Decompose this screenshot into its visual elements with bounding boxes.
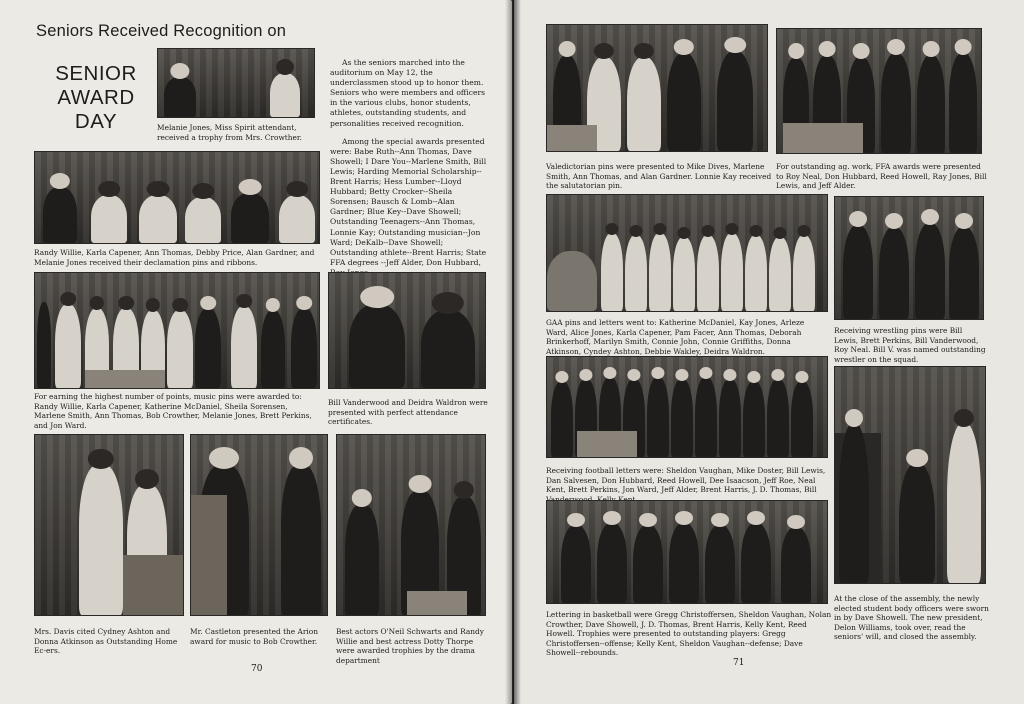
photo-football <box>546 356 828 458</box>
photo-wrestling <box>834 196 984 320</box>
photo-music-pins <box>34 272 320 389</box>
caption-football: Receiving football letters were: Sheldon Vaughan, Mike Doster, Bill Lewis, Dan Salvesen, Don Hubbard, Reed Howell, Dee Isaacson, Jeff Roe, Neal Kent, Brett Perkins, Jon Ward, Jeff Alder, Brent Harris, J. D. Thomas, Bill <box>546 466 826 495</box>
article-paragraph: As the seniors marched into the auditorium on May 12, the underclassmen stood up to honor them. Seniors who were members and officers in the various clubs, honor students, athletes, outstanding students, and personalities received recognition. <box>330 58 485 128</box>
caption-drama: Best actors O'Neil Schwarts and Randy Willie and best actress Dotty Thorpe were awarded trophies by the drama department <box>336 627 484 665</box>
caption-gaa: GAA pins and letters went to: Katherine McDaniel, Kay Jones, Arleze Ward, Alice Jones, Karla Capener, Pam Facer, Ann Thomas, Deborah Brinkerhoff, Marilyn Smith, Connie John, Connie Griffiths, Donna Atkinson, Cyndey Ashton, Debbie Wakley, Deidra Waldron. <box>546 318 805 356</box>
caption-melanie: Melanie Jones, Miss Spirit attendant, received a trophy from Mrs. Crowther. <box>157 123 302 142</box>
title-line-3: DAY <box>74 110 118 133</box>
page-headline: Seniors Received Recognition on <box>36 22 287 40</box>
photo-arion-award <box>190 434 328 616</box>
senior-award-day-title <box>44 62 148 134</box>
caption-officers: At the close of the assembly, the newly elected student body officers were sworn in by Dave Showell. The new president, Delon Williams, took over, read the seniors' will, and closed the assembly. <box>834 594 989 642</box>
caption-wrestling: Receiving wrestling pins were Bill Lewis, Brett Perkins, Bill Vanderwood, Roy Neal. Bill V. was named outstanding wrestler on the squad. <box>834 326 986 364</box>
photo-basketball <box>546 500 828 604</box>
photo-melanie-trophy <box>157 48 315 118</box>
page-number: 71 <box>733 658 745 668</box>
title-line-1: SENIOR <box>55 62 137 85</box>
caption-music: For earning the highest number of points, music pins were awarded to: Randy Willie, Karla Capener, Katherine McDaniel, Sheila Sorensen, Marlene Smith, Ann Thomas, Bob Crowther, Melanie Jones, Brett Perkins, and Jon Ward. <box>34 392 312 430</box>
caption-home-ec: Mrs. Davis cited Cydney Ashton and Donna Atkinson as Outstanding Home Ec-ers. <box>34 627 178 656</box>
photo-drama <box>336 434 486 616</box>
photo-home-ec <box>34 434 184 616</box>
photo-declamation <box>34 151 320 244</box>
photo-valedictorian <box>546 24 768 152</box>
book-gutter <box>505 0 521 704</box>
caption-valedictorian: Valedictorian pins were presented to Mike Dives, Marlene Smith, Ann Thomas, and Alan Gardner. Lonnie Kay received the salutatorian pin. <box>546 162 772 191</box>
page-number: 70 <box>251 664 263 674</box>
right-page <box>514 0 1024 704</box>
photo-ffa <box>776 28 982 154</box>
article-body <box>330 58 490 286</box>
title-line-2: AWARD <box>57 86 135 109</box>
photo-gaa <box>546 194 828 312</box>
caption-declamation: Randy Willie, Karla Capener, Ann Thomas, Debby Price, Alan Gardner, and Melanie Jones received their declamation pins and ribbons. <box>34 248 315 267</box>
caption-arion: Mr. Castleton presented the Arion award for music to Bob Crowther. <box>190 627 318 646</box>
caption-attendance: Bill Vanderwood and Deidra Waldron were presented with perfect attendance certificates. <box>328 398 488 427</box>
photo-officers <box>834 366 986 584</box>
photo-attendance <box>328 272 486 389</box>
caption-basketball: Lettering in basketball were Gregg Christoffersen, Sheldon Vaughan, Nolan Crowther, Dave Showell, J. D. Thomas, Brent Harris, Kelly Kent, Reed Howell. Trophies were presented to outstanding players: Gregg Christoffersen--offense; Kelly Kent, Sheldon Vaughan--defense; Dave Showell--rebounds. <box>546 610 832 658</box>
article-paragraph: Among the special awards presented were: Babe Ruth--Ann Thomas, Dave Showell; I Dare You--Marlene Smith, Bill Lewis; Harding Memorial Scholarship--Brent Harris; Hess Lumber--Lloyd Hubbard; Betty Crocker--Sheila Sorensen; Bausch & Lomb--Alan Gardner; Blue Key--Dave Showell; Outstanding Teenagers--Ann Thomas, Lonnie Kay; Outstanding musician--Jon Ward; DeKalb--Dave Showell; Outstanding athlete--Brent Harris; State FFA degrees --Jeff Alder, Don Hubbard, <box>330 136 487 267</box>
caption-ffa: For outstanding ag. work, FFA awards were presented to Roy Neal, Don Hubbard, Reed Howell, Ray Jones, Bill Lewis, and Jeff Alder. <box>776 162 987 191</box>
